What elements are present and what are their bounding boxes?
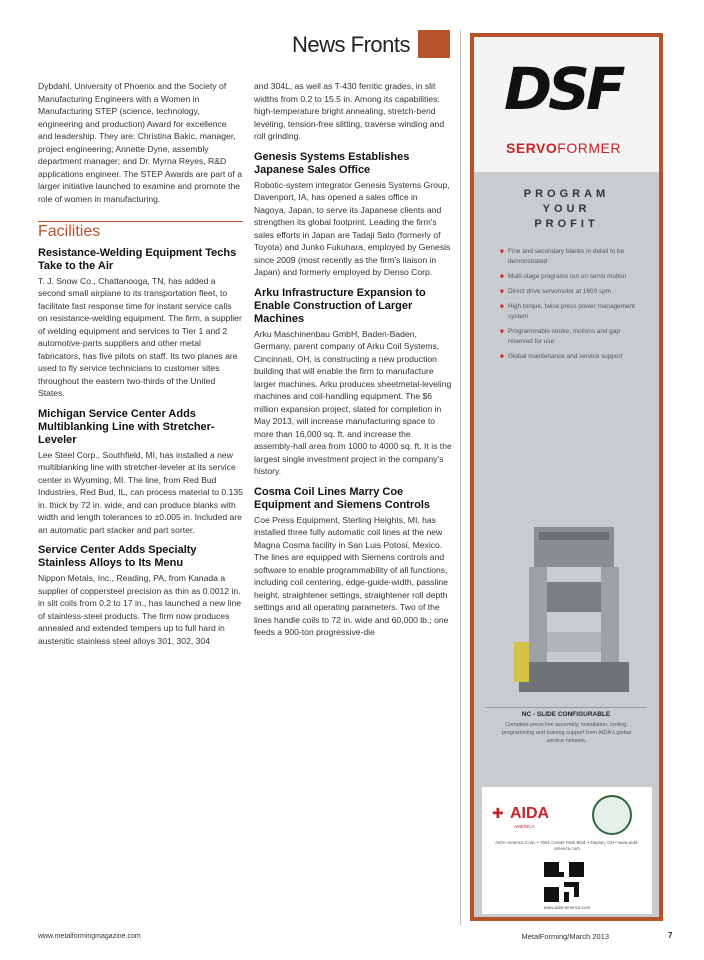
feature-item: ■ Direct drive servomotor at 1600 spm <box>500 287 645 297</box>
article-title: Service Center Adds Specialty Stainless Alloys to Its Menu <box>38 544 197 569</box>
advertisement[interactable] <box>470 33 663 921</box>
feature-item: ■ Multi-stage programs run on servo motion <box>500 272 645 282</box>
qr-caption: www.aida-america.com <box>543 905 591 910</box>
column-left <box>38 80 243 647</box>
servoformer-wordmark <box>506 140 621 156</box>
feature-item: ■ Programmable stroke, motions and gap reserved for use <box>500 327 645 347</box>
footer-website: www.metalformingmagazine.com <box>38 933 141 940</box>
ad-feature-list <box>500 247 645 367</box>
article-title: Cosma Coil Lines Marry Coe Equipment and Siemens Controls <box>254 485 431 511</box>
section-title: News Fronts <box>292 32 410 57</box>
qr-code-icon[interactable] <box>544 862 584 902</box>
ad-headline <box>474 187 659 232</box>
feature-item: ■ Fine and secondary blanks in detail to be demonstrated <box>500 247 645 267</box>
article-body: Robotic-system integrator Genesis Systems Group, Davenport, IA, has opened a sales office in Nagoya, Japan, to serve its Japanese clients and strengthen its global footprint. Leading the firm's sales efforts in Japan are Tadaji Sato (formerly of Toyota) and Junko Fukuhara, employed by Genesis since 2009 (most recently as the firm's liaison in Japan) and formerly employed by Denso Corp. <box>254 179 451 277</box>
article-body: Arku Maschinenbau GmbH, Baden-Baden, Germany, parent company of Arku Coil Systems, Cincinnati, OH, is constructing a new production building that will enable the firm to manufacture larger machines. Arku produces sheetmetal-leveling machines and coil-handling equipment. The $6 million expansion project, slated for completion in May 2013, will increase manufacturing space to more than 16,000 sq. ft. and increase the assembly-hall area from 1000 to 4000 sq. ft. It is the largest single investment project in the company's history. <box>254 328 452 476</box>
ad-contact-panel <box>482 787 652 914</box>
feature-item: ■ High torque, twice press power management system <box>500 302 645 322</box>
aida-mark-icon: ✚ <box>492 805 504 821</box>
certification-seal-icon <box>592 795 632 835</box>
page-number: 7 <box>668 931 673 940</box>
article-body: Coe Press Equipment, Sterling Heights, MI, has installed three fully automatic coil lines at the new Magna Cosma facility in San Luis Potosí, Mexico. The lines are equipped with Siemens controls and software to enable programmability of all functions, including coil centering, edge-guide-width, passline height, straightener settings, straightener roll depth settings and all operating parameters. Two of the lines handle coils to 72 in. wide and 60,000 lb.; one feeds a 900-ton progressive-die <box>254 514 449 637</box>
article-title: Michigan Service Center Adds Multiblanking Line with Stretcher-Leveler <box>38 407 215 446</box>
intro-paragraph: Dybdahl, University of Phoenix and the Society of Manufacturing Engineers with a Women in Manufacturing STEP (science, technology, engineering and production) Award for excellence and leadership. They are: Christina Bakic, manager, project engineering; Annette Dyne, assembly department manager; and Dr. Myrna Reyes, R&D applications engineer. The STEP Awards are part of a larger initiative launched to examine and promote the role of women in manufacturing. <box>38 81 242 204</box>
headline-line: PROFIT <box>534 218 599 230</box>
servo-text: SERVO <box>506 140 558 156</box>
page-header <box>285 30 450 60</box>
section-heading-facilities: Facilities <box>38 221 243 239</box>
ad-caption-detail: Complete press line assembly, installation, tooling, programming and training support from AIDA's global service network. <box>501 722 632 744</box>
dsf-logo <box>504 55 622 123</box>
ad-caption: NC - SLIDE CONFIGURABLE <box>486 707 646 718</box>
intro-paragraph: and 304L, as well as T-430 ferritic grades, in slit widths from 0.2 to 15.5 in. Among its capabilities: high-temperature bright annealing, stretch-bend leveling, tension-free slitting, traverse winding and roll grinding. <box>254 81 445 141</box>
article-title: Genesis Systems Establishes Japanese Sales Office <box>254 150 410 176</box>
header-accent-box <box>418 30 450 58</box>
article-body: Lee Steel Corp., Southfield, MI, has installed a new multiblanking line with stretcher-leveler at its service center in Wyoming, MI. The line, from Red Bud Industries, Red Bud, IL, can process material to 0.135 in. thick by 72 in. wide, and can produce blanks with width and length tolerances to ±0.005 in. Included are an automatic part stacker and part sorter. <box>38 449 243 535</box>
former-text: FORMER <box>557 140 621 156</box>
footer-issue: MetalForming/March 2013 <box>521 932 609 941</box>
logo-text: DSF <box>504 55 622 123</box>
feature-item: ■ Global maintenance and service support <box>500 352 645 362</box>
aida-logo: AIDA <box>510 805 550 822</box>
ad-fine-print: AIDA-America Corp. • 7661 Center Park Blvd. • Dayton, OH • www.aida-america.com <box>495 840 639 851</box>
column-divider <box>460 30 461 925</box>
article-title: Arku Infrastructure Expansion to Enable Construction of Larger Machines <box>254 286 426 325</box>
article-body: Nippon Metals, Inc., Reading, PA, from Kanada a supplier of coppersteel precision as thin as 0.0012 in. in slit coils from 0.2 to 17 in., has launched a new line of stainless-steel products. The firm now produces annealed and extended tempers up to full hard in austenitic stainless steel alloys 301, 302, 304 <box>38 573 242 646</box>
ad-logo-panel <box>474 37 659 172</box>
article-title: Resistance-Welding Equipment Techs Take to the Air <box>38 246 237 272</box>
aida-logo-sub: AMERICA <box>514 824 535 829</box>
headline-line: YOUR <box>542 203 591 215</box>
article-body: T. J. Snow Co., Chattanooga, TN, has added a second small airplane to its transportation fleet, to facilitate fast response time for instant service calls on resistance-welding equipment. The firm, a supplier of welding equipment and services to Tier 1 and 2 automotive-parts suppliers and other metal fabricators, has five pilots on staff. Its two planes are used to fly service technicians to customer sites throughout the eastern two-thirds of the United States. <box>38 275 242 398</box>
column-right <box>254 80 452 639</box>
headline-line: PROGRAM <box>523 188 610 200</box>
press-machine-image <box>514 522 634 702</box>
